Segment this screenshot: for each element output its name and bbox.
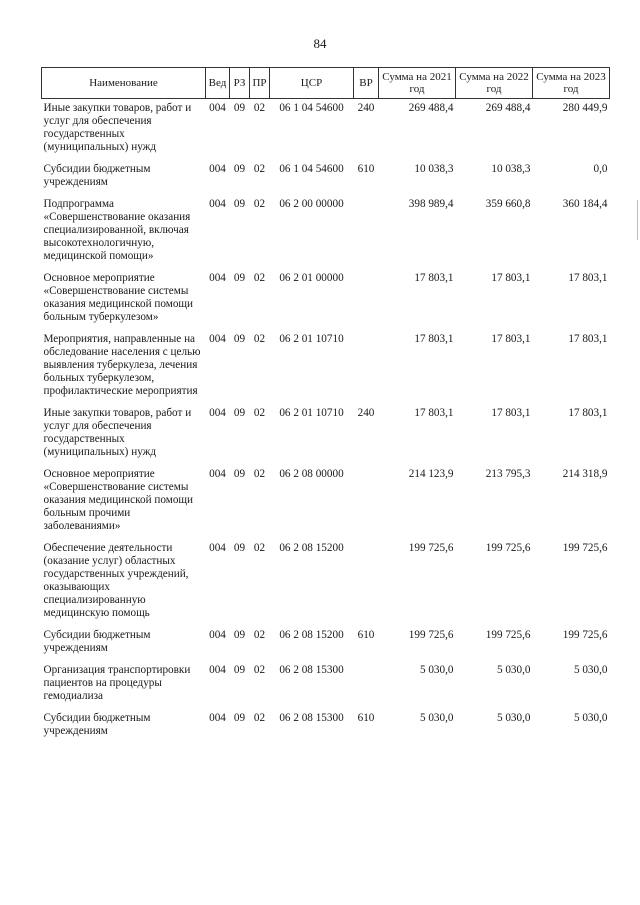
- cell-sum-2021: 269 488,4: [408, 102, 454, 114]
- table-row: [42, 465, 610, 539]
- cell-sum-2022: 17 803,1: [491, 272, 531, 284]
- cell-vr: [354, 539, 379, 626]
- cell-sum-2021: 214 123,9: [408, 468, 454, 480]
- cell-sum-2023: 5 030,0: [573, 712, 608, 724]
- cell-sum-2022: 10 038,3: [491, 163, 531, 175]
- cell-csr: 06 2 01 10710: [279, 407, 344, 419]
- cell-vr: [354, 330, 379, 404]
- cell-vr: [354, 465, 379, 539]
- cell-sum-2022: 213 795,3: [485, 468, 531, 480]
- scan-edge-mark: [637, 200, 638, 240]
- cell-rz: 09: [233, 664, 246, 676]
- cell-sum-2022: 17 803,1: [491, 407, 531, 419]
- cell-name: Подпрограмма «Совершенствование оказания специализированной, включая высокотехнологичную, медицинской помощи»: [43, 198, 191, 262]
- cell-csr: 06 2 08 00000: [279, 468, 344, 480]
- cell-csr: 06 1 04 54600: [279, 163, 344, 175]
- cell-ved: 004: [209, 198, 226, 210]
- cell-sum-2021: 398 989,4: [408, 198, 454, 210]
- cell-sum-2023: 199 725,6: [562, 629, 608, 641]
- cell-sum-2022: 17 803,1: [491, 333, 531, 345]
- cell-sum-2021: 5 030,0: [419, 664, 454, 676]
- cell-csr: 06 2 08 15300: [279, 664, 344, 676]
- cell-name: Основное мероприятие «Совершенствование системы оказания медицинской помощи больным туберкулезом»: [43, 272, 194, 323]
- cell-name: Субсидии бюджетным учреждениям: [43, 163, 151, 188]
- cell-vr: 610: [357, 163, 375, 175]
- cell-pr: 02: [253, 333, 266, 345]
- cell-sum-2023: 17 803,1: [568, 333, 608, 345]
- cell-sum-2021: 17 803,1: [414, 333, 454, 345]
- cell-name: Организация транспортировки пациентов на процедуры гемодиализа: [43, 664, 191, 702]
- table-row: [42, 99, 610, 161]
- cell-vr: [354, 195, 379, 269]
- cell-vr: 610: [357, 629, 375, 641]
- table-header: [42, 68, 610, 99]
- cell-rz: 09: [233, 272, 246, 284]
- cell-pr: 02: [253, 407, 266, 419]
- cell-sum-2022: 5 030,0: [496, 712, 531, 724]
- cell-sum-2023: 214 318,9: [562, 468, 608, 480]
- cell-pr: 02: [253, 102, 266, 114]
- cell-rz: 09: [233, 198, 246, 210]
- cell-sum-2022: 199 725,6: [485, 629, 531, 641]
- table-body: [42, 99, 610, 745]
- table-row: [42, 404, 610, 465]
- header-ved: Вед: [206, 68, 230, 99]
- cell-ved: 004: [209, 163, 226, 175]
- cell-sum-2021: 199 725,6: [408, 629, 454, 641]
- header-vr: ВР: [354, 68, 379, 99]
- cell-sum-2021: 17 803,1: [414, 407, 454, 419]
- cell-pr: 02: [253, 712, 266, 724]
- cell-ved: 004: [209, 468, 226, 480]
- cell-vr: [354, 269, 379, 330]
- cell-sum-2022: 199 725,6: [485, 542, 531, 554]
- cell-rz: 09: [233, 629, 246, 641]
- cell-pr: 02: [253, 468, 266, 480]
- header-sum-2022: Сумма на 2022 год: [456, 68, 533, 99]
- cell-name: Основное мероприятие «Совершенствование системы оказания медицинской помощи больным прочими заболеваниями»: [43, 468, 194, 532]
- cell-sum-2023: 280 449,9: [562, 102, 608, 114]
- budget-table: [41, 67, 610, 744]
- table-row: [42, 709, 610, 744]
- table-row: [42, 626, 610, 661]
- cell-rz: 09: [233, 712, 246, 724]
- cell-sum-2023: 360 184,4: [562, 198, 608, 210]
- cell-rz: 09: [233, 542, 246, 554]
- cell-ved: 004: [209, 272, 226, 284]
- cell-csr: 06 2 00 00000: [279, 198, 344, 210]
- cell-name: Субсидии бюджетным учреждениям: [43, 712, 151, 737]
- header-csr: ЦСР: [270, 68, 354, 99]
- cell-vr: 240: [357, 407, 375, 419]
- cell-ved: 004: [209, 664, 226, 676]
- cell-sum-2023: 199 725,6: [562, 542, 608, 554]
- cell-vr: 240: [357, 102, 375, 114]
- table-row: [42, 661, 610, 709]
- cell-csr: 06 2 01 10710: [279, 333, 344, 345]
- table-row: [42, 539, 610, 626]
- header-pr: ПР: [250, 68, 270, 99]
- header-name: Наименование: [42, 68, 206, 99]
- cell-sum-2022: 269 488,4: [485, 102, 531, 114]
- cell-sum-2022: 359 660,8: [485, 198, 531, 210]
- cell-name: Иные закупки товаров, работ и услуг для обеспечения государственных (муниципальных) нужд: [43, 407, 192, 458]
- cell-sum-2021: 5 030,0: [419, 712, 454, 724]
- table-row: [42, 160, 610, 195]
- cell-ved: 004: [209, 542, 226, 554]
- header-row: [42, 68, 610, 99]
- cell-rz: 09: [233, 163, 246, 175]
- header-sum-2023: Сумма на 2023 год: [533, 68, 610, 99]
- cell-name: Обеспечение деятельности (оказание услуг) областных государственных учреждений, оказывающих специализированную медицинскую помощь: [43, 542, 189, 619]
- cell-pr: 02: [253, 542, 266, 554]
- cell-name: Мероприятия, направленные на обследование населения с целью выявления туберкулеза, лечения больных туберкулезом, профилактические мероприятия: [43, 333, 201, 397]
- cell-sum-2023: 17 803,1: [568, 272, 608, 284]
- cell-ved: 004: [209, 629, 226, 641]
- page-number: 84: [313, 36, 327, 51]
- cell-csr: 06 2 01 00000: [279, 272, 344, 284]
- cell-sum-2023: 17 803,1: [568, 407, 608, 419]
- cell-rz: 09: [233, 333, 246, 345]
- header-rz: РЗ: [230, 68, 250, 99]
- cell-csr: 06 2 08 15300: [279, 712, 344, 724]
- cell-vr: [354, 661, 379, 709]
- cell-ved: 004: [209, 102, 226, 114]
- cell-pr: 02: [253, 272, 266, 284]
- cell-ved: 004: [209, 712, 226, 724]
- cell-pr: 02: [253, 629, 266, 641]
- table-row: [42, 269, 610, 330]
- cell-sum-2021: 10 038,3: [414, 163, 454, 175]
- cell-csr: 06 1 04 54600: [279, 102, 344, 114]
- cell-sum-2023: 0,0: [593, 163, 608, 175]
- cell-ved: 004: [209, 333, 226, 345]
- cell-rz: 09: [233, 407, 246, 419]
- cell-sum-2021: 199 725,6: [408, 542, 454, 554]
- cell-sum-2023: 5 030,0: [573, 664, 608, 676]
- table-row: [42, 330, 610, 404]
- cell-csr: 06 2 08 15200: [279, 629, 344, 641]
- cell-pr: 02: [253, 163, 266, 175]
- cell-rz: 09: [233, 102, 246, 114]
- cell-ved: 004: [209, 407, 226, 419]
- cell-sum-2021: 17 803,1: [414, 272, 454, 284]
- cell-vr: 610: [357, 712, 375, 724]
- cell-pr: 02: [253, 198, 266, 210]
- cell-csr: 06 2 08 15200: [279, 542, 344, 554]
- cell-name: Субсидии бюджетным учреждениям: [43, 629, 151, 654]
- cell-pr: 02: [253, 664, 266, 676]
- table-row: [42, 195, 610, 269]
- header-sum-2021: Сумма на 2021 год: [379, 68, 456, 99]
- cell-rz: 09: [233, 468, 246, 480]
- cell-name: Иные закупки товаров, работ и услуг для обеспечения государственных (муниципальных) нужд: [43, 102, 192, 153]
- cell-sum-2022: 5 030,0: [496, 664, 531, 676]
